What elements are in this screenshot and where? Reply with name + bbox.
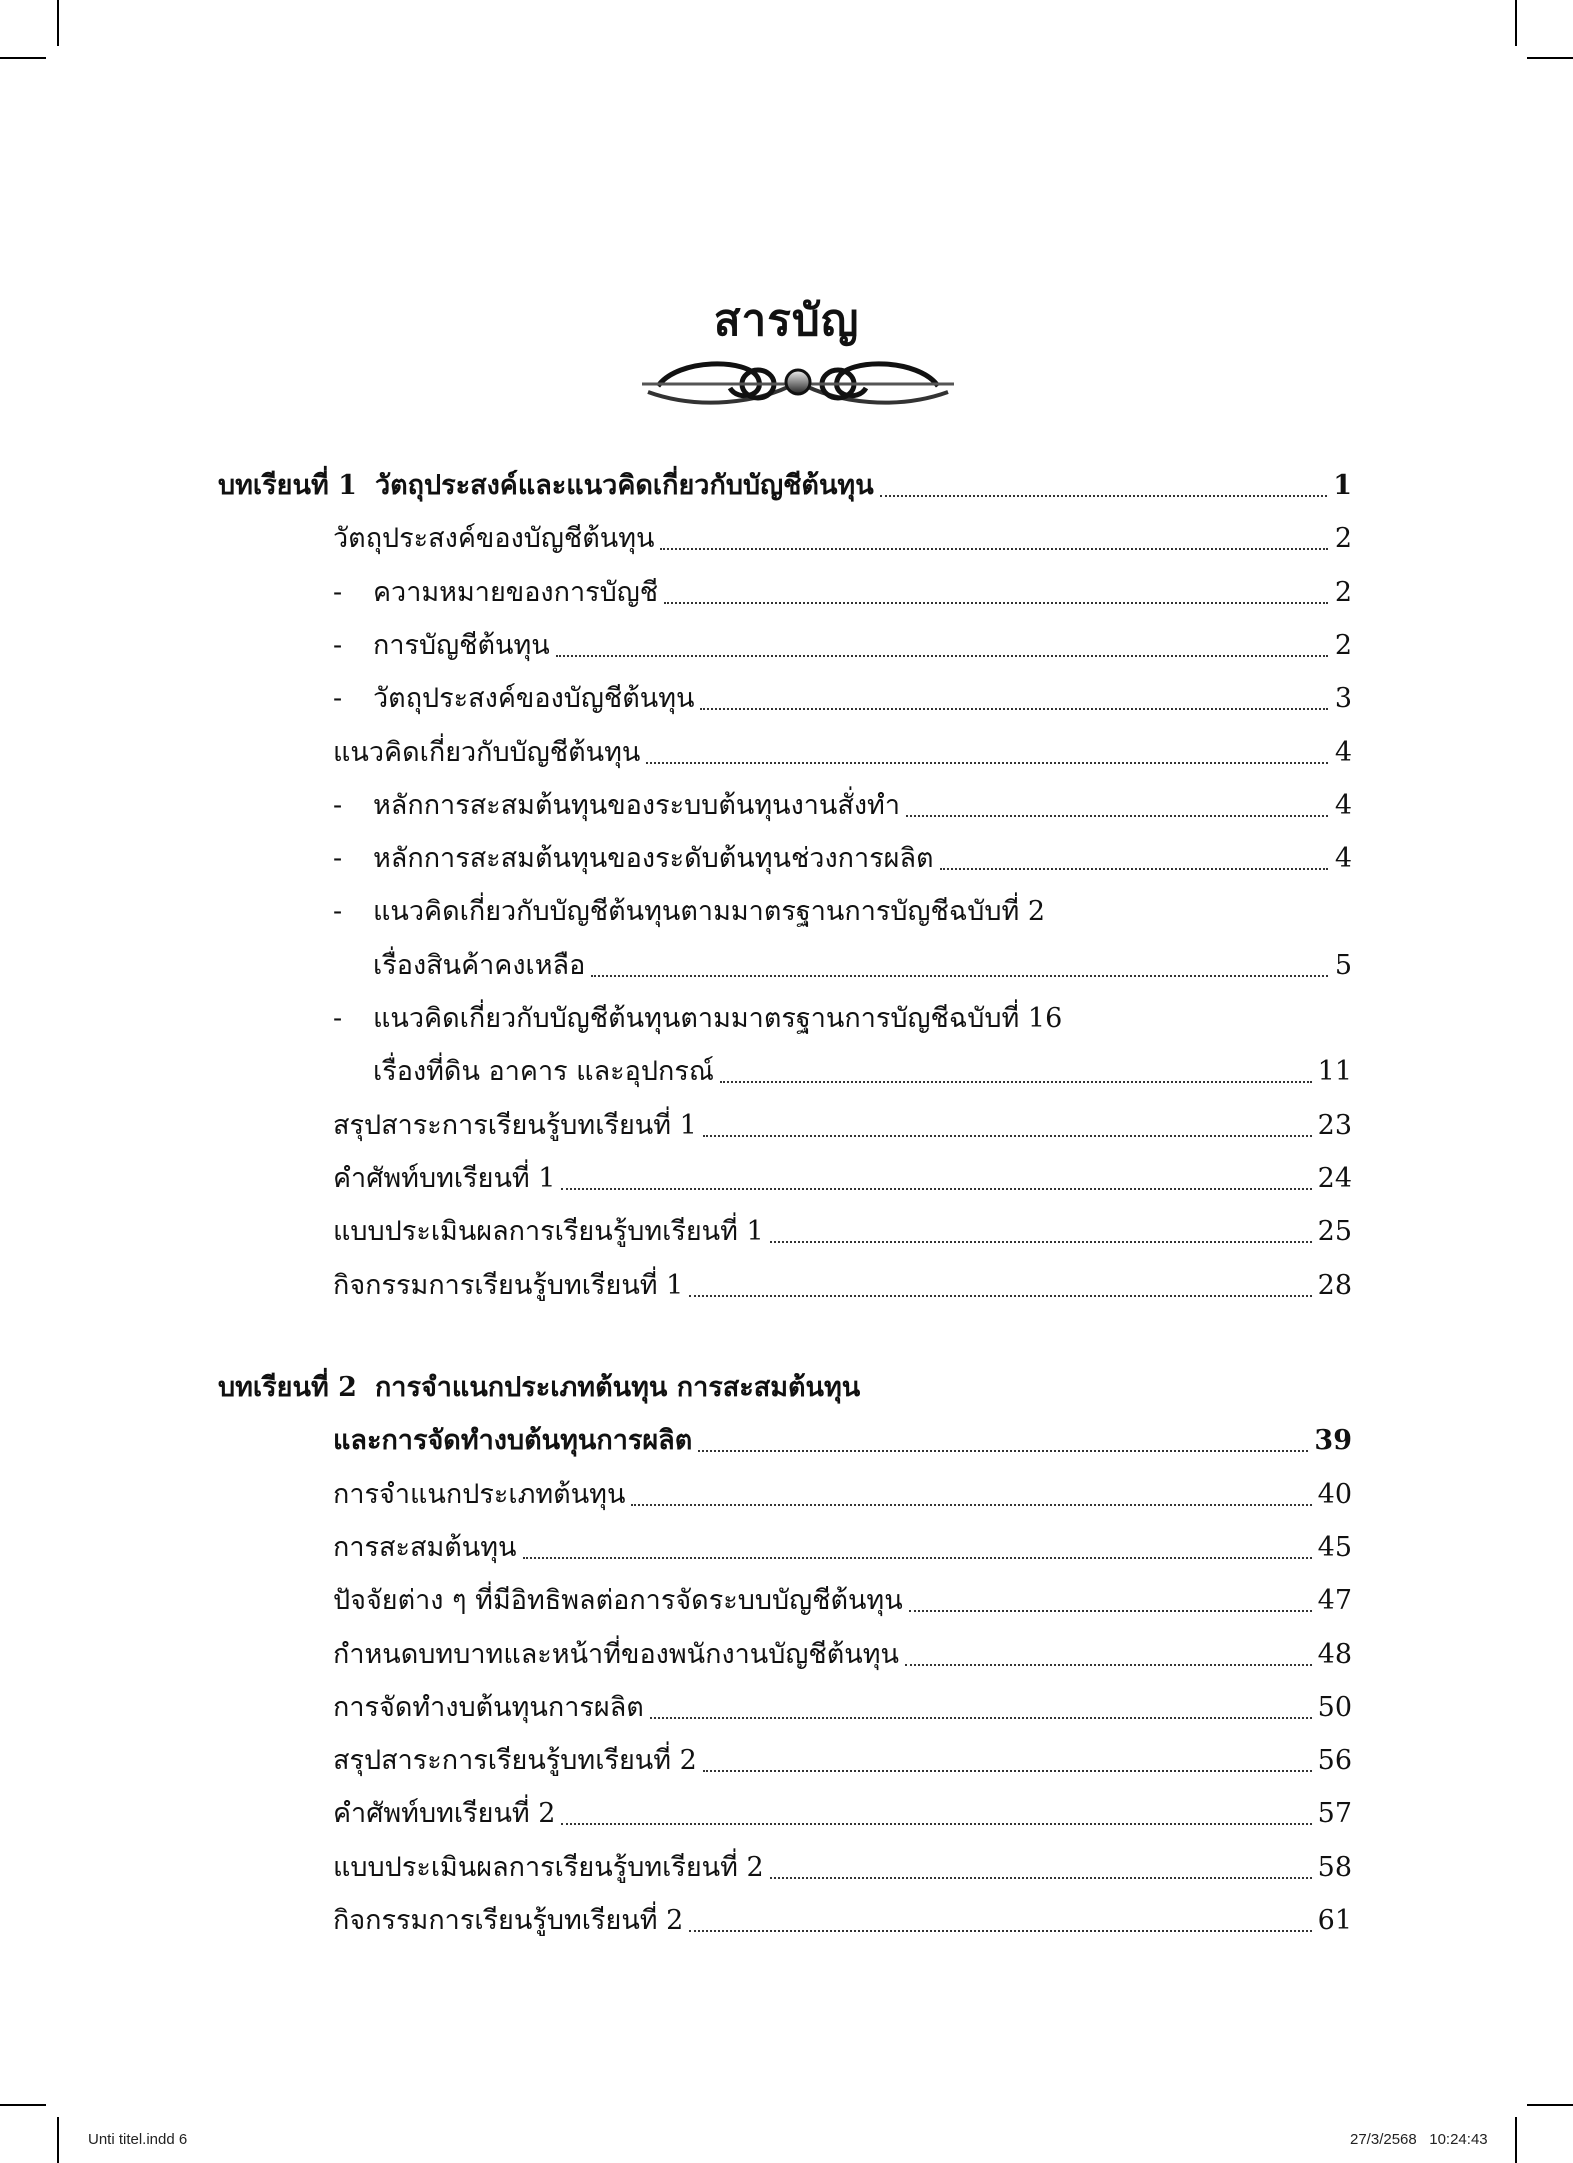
toc-page-number: 58 — [1317, 1851, 1352, 1883]
toc-page-number: 57 — [1317, 1798, 1352, 1830]
toc-entry-label: การจัดทำงบต้นทุนการผลิต — [333, 1691, 644, 1723]
toc-page-number: 2 — [1334, 629, 1352, 661]
toc-entry-label: คำศัพท์บทเรียนที่ 2 — [333, 1798, 556, 1830]
toc-bullet-dash: - — [333, 896, 343, 928]
toc-entry — [333, 1106, 1352, 1146]
toc-page-number: 4 — [1334, 736, 1352, 768]
toc-entry — [333, 573, 1352, 613]
dot-leader — [664, 602, 1328, 604]
toc-entry-label: สรุปสาระการเรียนรู้บทเรียนที่ 2 — [333, 1745, 697, 1777]
dot-leader — [906, 815, 1328, 817]
toc-entry — [333, 1266, 1352, 1306]
toc-page-number: 4 — [1334, 789, 1352, 821]
dot-leader — [880, 495, 1328, 497]
toc-entry-label: ปัจจัยต่าง ๆ ที่มีอิทธิพลต่อการจัดระบบบัญชีต้นทุน — [333, 1585, 903, 1617]
dot-leader — [660, 548, 1328, 550]
toc-page-number: 39 — [1314, 1425, 1352, 1457]
toc-entry-label: ความหมายของการบัญชี — [373, 576, 659, 608]
toc-entry — [373, 1052, 1352, 1092]
toc-entry-label: การสะสมต้นทุน — [333, 1531, 517, 1563]
toc-page-number: 24 — [1317, 1162, 1352, 1194]
toc-page-number: 61 — [1317, 1905, 1352, 1936]
toc-entry-label: แนวคิดเกี่ยวกับบัญชีต้นทุน — [333, 736, 641, 768]
toc-entry-label: แบบประเมินผลการเรียนรู้บทเรียนที่ 2 — [333, 1851, 764, 1883]
toc-entry-label: กิจกรรมการเรียนรู้บทเรียนที่ 1 — [333, 1269, 684, 1301]
toc-entry — [333, 1794, 1352, 1834]
dot-leader — [556, 655, 1328, 657]
dot-leader — [591, 975, 1328, 977]
toc-page-number: 1 — [1333, 470, 1352, 501]
dot-leader — [646, 762, 1328, 764]
toc-page-number: 47 — [1317, 1585, 1352, 1617]
footer-datetime: 27/3/2568 10:24:43 — [1350, 2131, 1488, 2148]
dot-leader — [909, 1610, 1312, 1612]
dot-leader — [689, 1295, 1311, 1297]
toc-entry — [333, 733, 1352, 773]
toc-entry — [333, 1901, 1352, 1941]
toc-entry-label: แนวคิดเกี่ยวกับบัญชีต้นทุนตามมาตรฐานการบัญชีฉบับที่ 2 — [373, 896, 1046, 928]
dot-leader — [523, 1557, 1312, 1559]
toc-entry — [333, 1581, 1352, 1621]
toc-entry — [333, 1741, 1352, 1781]
toc-entry — [333, 1159, 1352, 1199]
toc-entry — [333, 786, 1352, 826]
dot-leader — [720, 1081, 1312, 1083]
dot-leader — [905, 1664, 1312, 1666]
toc-page-number: 56 — [1317, 1745, 1352, 1777]
toc-entry — [333, 679, 1352, 719]
footer-filename: Unti titel.indd 6 — [88, 2131, 188, 2148]
dot-leader — [703, 1770, 1312, 1772]
toc-page-number: 2 — [1334, 523, 1352, 555]
toc-page-number: 2 — [1334, 576, 1352, 608]
toc-page-number: 5 — [1334, 949, 1352, 981]
dot-leader — [698, 1450, 1308, 1452]
toc-page-number: 28 — [1317, 1269, 1352, 1301]
toc-entry — [333, 1688, 1352, 1728]
toc-entry — [333, 1528, 1352, 1568]
toc-bullet-dash: - — [333, 576, 343, 608]
toc-bullet-dash: - — [333, 629, 343, 661]
dot-leader — [561, 1188, 1311, 1190]
chapter-heading — [218, 466, 1352, 506]
toc-entry — [333, 1475, 1352, 1515]
toc-page-number: 3 — [1334, 683, 1352, 715]
toc-entry — [333, 519, 1352, 559]
dot-leader — [700, 708, 1328, 710]
toc-page-number: 40 — [1317, 1478, 1352, 1510]
dot-leader — [940, 868, 1328, 870]
toc-entry-label: วัตถุประสงค์และแนวคิดเกี่ยวกับบัญชีต้นทุน — [374, 470, 874, 501]
chapter-heading — [218, 1368, 860, 1408]
toc-entry-label: และการจัดทำงบต้นทุนการผลิต — [333, 1425, 693, 1457]
toc-page-number: 25 — [1317, 1216, 1352, 1248]
toc-entry-label: แนวคิดเกี่ยวกับบัญชีต้นทุนตามมาตรฐานการบัญชีฉบับที่ 16 — [373, 1003, 1063, 1034]
chapter-title: การจำแนกประเภทต้นทุน การสะสมต้นทุน — [374, 1372, 861, 1403]
toc-entry-label: การบัญชีต้นทุน — [373, 629, 550, 661]
toc-entry — [373, 946, 1352, 986]
toc-entry-label: กิจกรรมการเรียนรู้บทเรียนที่ 2 — [333, 1905, 684, 1936]
dot-leader — [770, 1877, 1312, 1879]
toc-bullet-dash: - — [333, 1003, 343, 1034]
page-title: สารบัญ — [713, 295, 860, 346]
toc-entry — [333, 626, 1352, 666]
chapter-number: บทเรียนที่ 1 — [218, 470, 357, 501]
toc-page-number: 23 — [1317, 1109, 1352, 1141]
toc-entry — [333, 1848, 1352, 1888]
dot-leader — [650, 1717, 1312, 1719]
toc-entry-label: สรุปสาระการเรียนรู้บทเรียนที่ 1 — [333, 1109, 697, 1141]
toc-entry-label: หลักการสะสมต้นทุนของระดับต้นทุนช่วงการผลิต — [373, 843, 934, 875]
toc-bullet-dash: - — [333, 789, 343, 821]
toc-entry — [333, 1635, 1352, 1675]
toc-entry-label: กำหนดบทบาทและหน้าที่ของพนักงานบัญชีต้นทุน — [333, 1638, 899, 1670]
toc-entry-label: คำศัพท์บทเรียนที่ 1 — [333, 1162, 556, 1194]
toc-entry-label: วัตถุประสงค์ของบัญชีต้นทุน — [333, 523, 655, 555]
toc-entry — [333, 839, 1352, 879]
toc-entry-label: การจำแนกประเภทต้นทุน — [333, 1478, 626, 1510]
toc-entry-label: เรื่องสินค้าคงเหลือ — [373, 949, 586, 981]
toc-page-number: 4 — [1334, 843, 1352, 875]
toc-bullet-dash: - — [333, 843, 343, 875]
toc-bullet-dash: - — [333, 683, 343, 715]
dot-leader — [703, 1135, 1312, 1137]
dot-leader — [770, 1241, 1312, 1243]
toc-entry-label: แบบประเมินผลการเรียนรู้บทเรียนที่ 1 — [333, 1216, 764, 1248]
toc-entry-label: เรื่องที่ดิน อาคาร และอุปกรณ์ — [373, 1056, 714, 1088]
toc-page-number: 50 — [1317, 1691, 1352, 1723]
toc-entry — [333, 1212, 1352, 1252]
toc-page-number: 11 — [1317, 1056, 1352, 1088]
dot-leader — [561, 1823, 1311, 1825]
dot-leader — [689, 1930, 1311, 1932]
toc-page-number: 48 — [1317, 1638, 1352, 1670]
chapter-heading-continued — [333, 1421, 1352, 1461]
chapter-number: บทเรียนที่ 2 — [218, 1372, 357, 1403]
dot-leader — [631, 1504, 1311, 1506]
toc-entry-label: หลักการสะสมต้นทุนของระบบต้นทุนงานสั่งทำ — [373, 789, 901, 821]
toc-entry-label: วัตถุประสงค์ของบัญชีต้นทุน — [373, 683, 695, 715]
toc-page-number: 45 — [1317, 1531, 1352, 1563]
